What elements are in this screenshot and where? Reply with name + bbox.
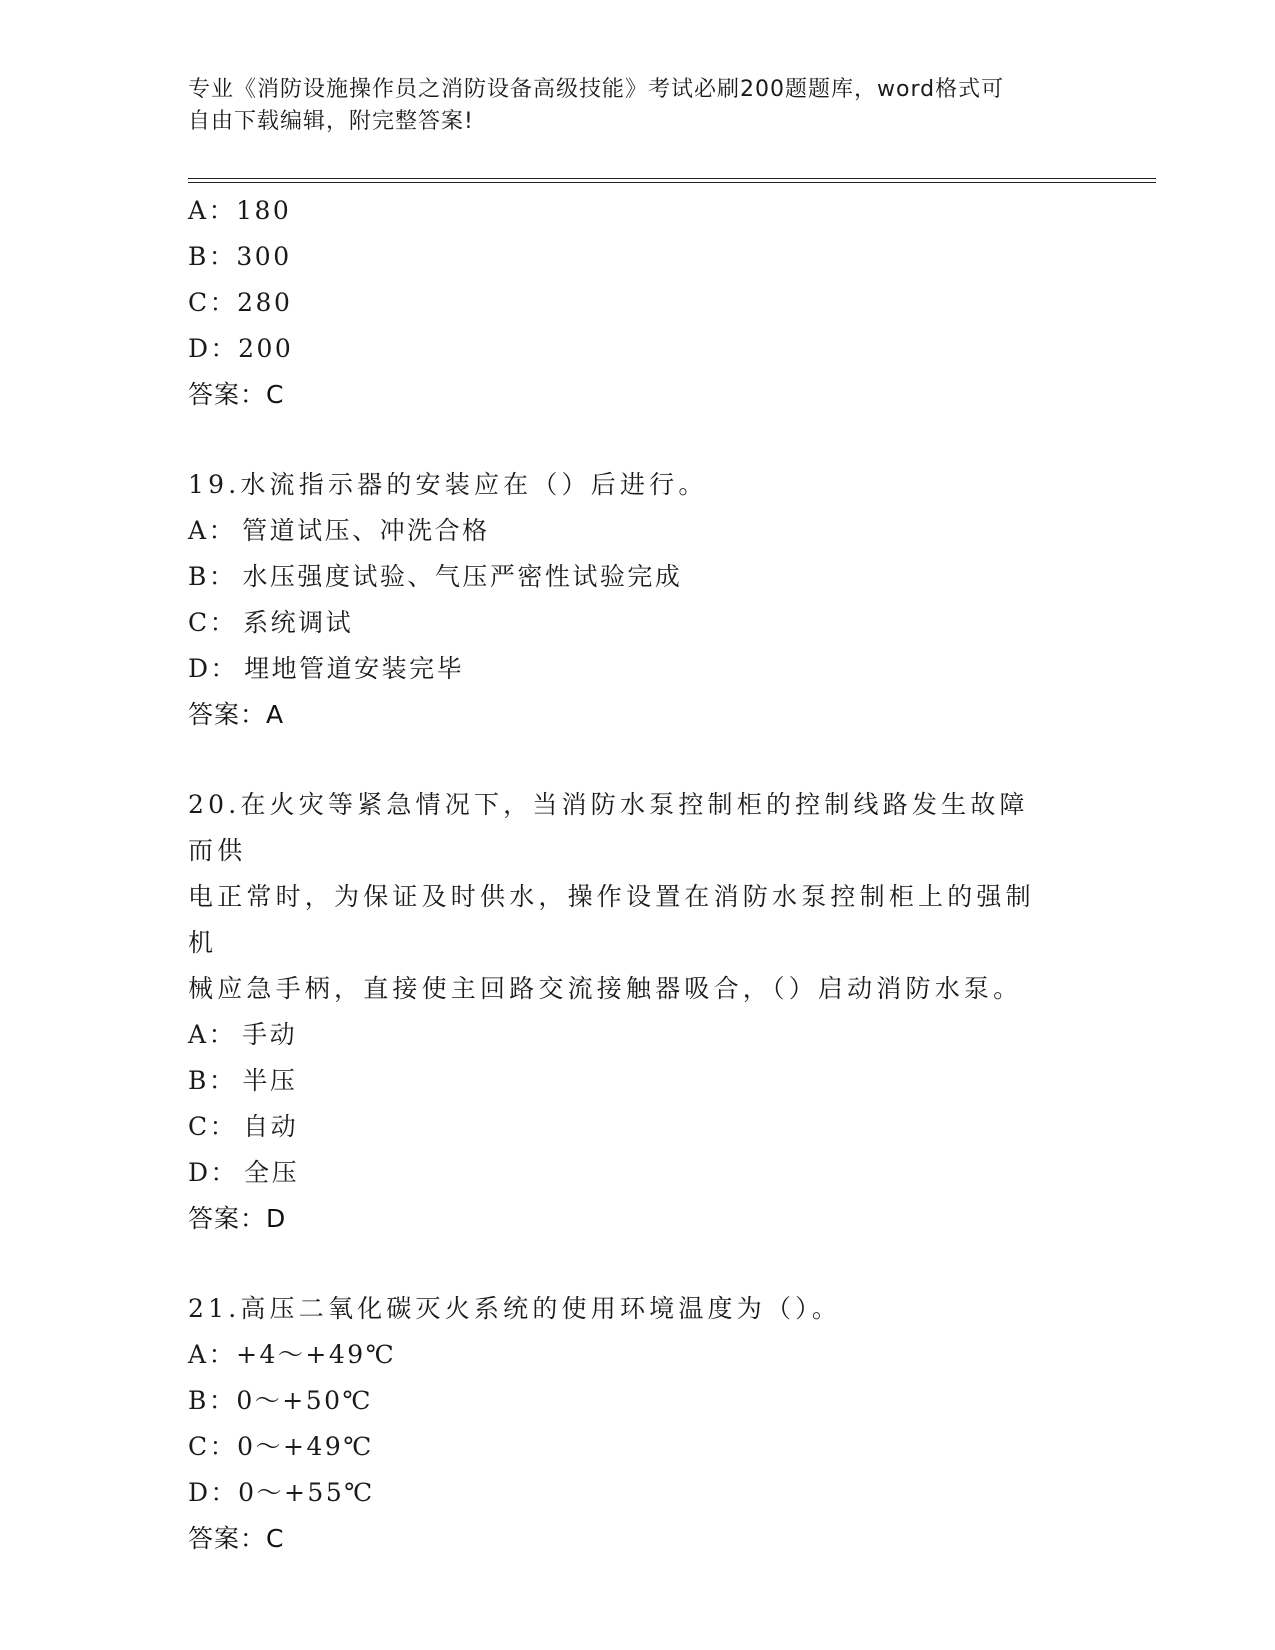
- question-block-21: [188, 1286, 1088, 1562]
- question-block-19: [188, 462, 1088, 738]
- spacer: [188, 738, 1088, 782]
- option-d: D：200: [188, 334, 294, 363]
- spacer: [188, 1242, 1088, 1286]
- header-line-2: 自由下载编辑，附完整答案!: [188, 109, 474, 134]
- option-d: D：0～+55℃: [188, 1478, 375, 1507]
- question-stem-line-1: 20.在火灾等紧急情况下，当消防水泵控制柜的控制线路发生故障而供: [188, 790, 1029, 865]
- option-b: B：300: [188, 242, 292, 271]
- option-c: C：0～+49℃: [188, 1432, 374, 1461]
- header-divider-bottom: [188, 182, 1156, 183]
- question-list: [188, 188, 1088, 1562]
- question-stem: 19.水流指示器的安装应在（）后进行。: [188, 470, 708, 499]
- answer-line: 答案：C: [188, 1524, 285, 1553]
- answer-line: 答案：C: [188, 380, 285, 409]
- option-a: A：+4～+49℃: [188, 1340, 397, 1369]
- header-line-1: 专业《消防设施操作员之消防设备高级技能》考试必刷200题题库，word格式可: [188, 77, 1005, 102]
- answer-line: 答案：D: [188, 1204, 287, 1233]
- question-stem-line-2: 电正常时，为保证及时供水，操作设置在消防水泵控制柜上的强制机: [188, 882, 1035, 957]
- option-b: B：0～+50℃: [188, 1386, 374, 1415]
- option-a: A：180: [188, 196, 292, 225]
- document-header: [188, 74, 1068, 138]
- option-d: D： 埋地管道安装完毕: [188, 654, 465, 683]
- question-block-18: [188, 188, 1088, 418]
- option-c: C：280: [188, 288, 293, 317]
- option-a: A： 手动: [188, 1020, 298, 1049]
- answer-line: 答案：A: [188, 700, 285, 729]
- question-block-20: [188, 782, 1088, 1242]
- option-b: B： 半压: [188, 1066, 298, 1095]
- option-b: B： 水压强度试验、气压严密性试验完成: [188, 562, 683, 591]
- spacer: [188, 418, 1088, 462]
- option-a: A： 管道试压、冲洗合格: [188, 516, 490, 545]
- header-divider-top: [188, 178, 1156, 179]
- question-stem-line-3: 械应急手柄，直接使主回路交流接触器吸合，（）启动消防水泵。: [188, 974, 1023, 1003]
- option-c: C： 系统调试: [188, 608, 354, 637]
- question-stem: 21.高压二氧化碳灭火系统的使用环境温度为（）。: [188, 1294, 842, 1323]
- option-d: D： 全压: [188, 1158, 300, 1187]
- option-c: C： 自动: [188, 1112, 299, 1141]
